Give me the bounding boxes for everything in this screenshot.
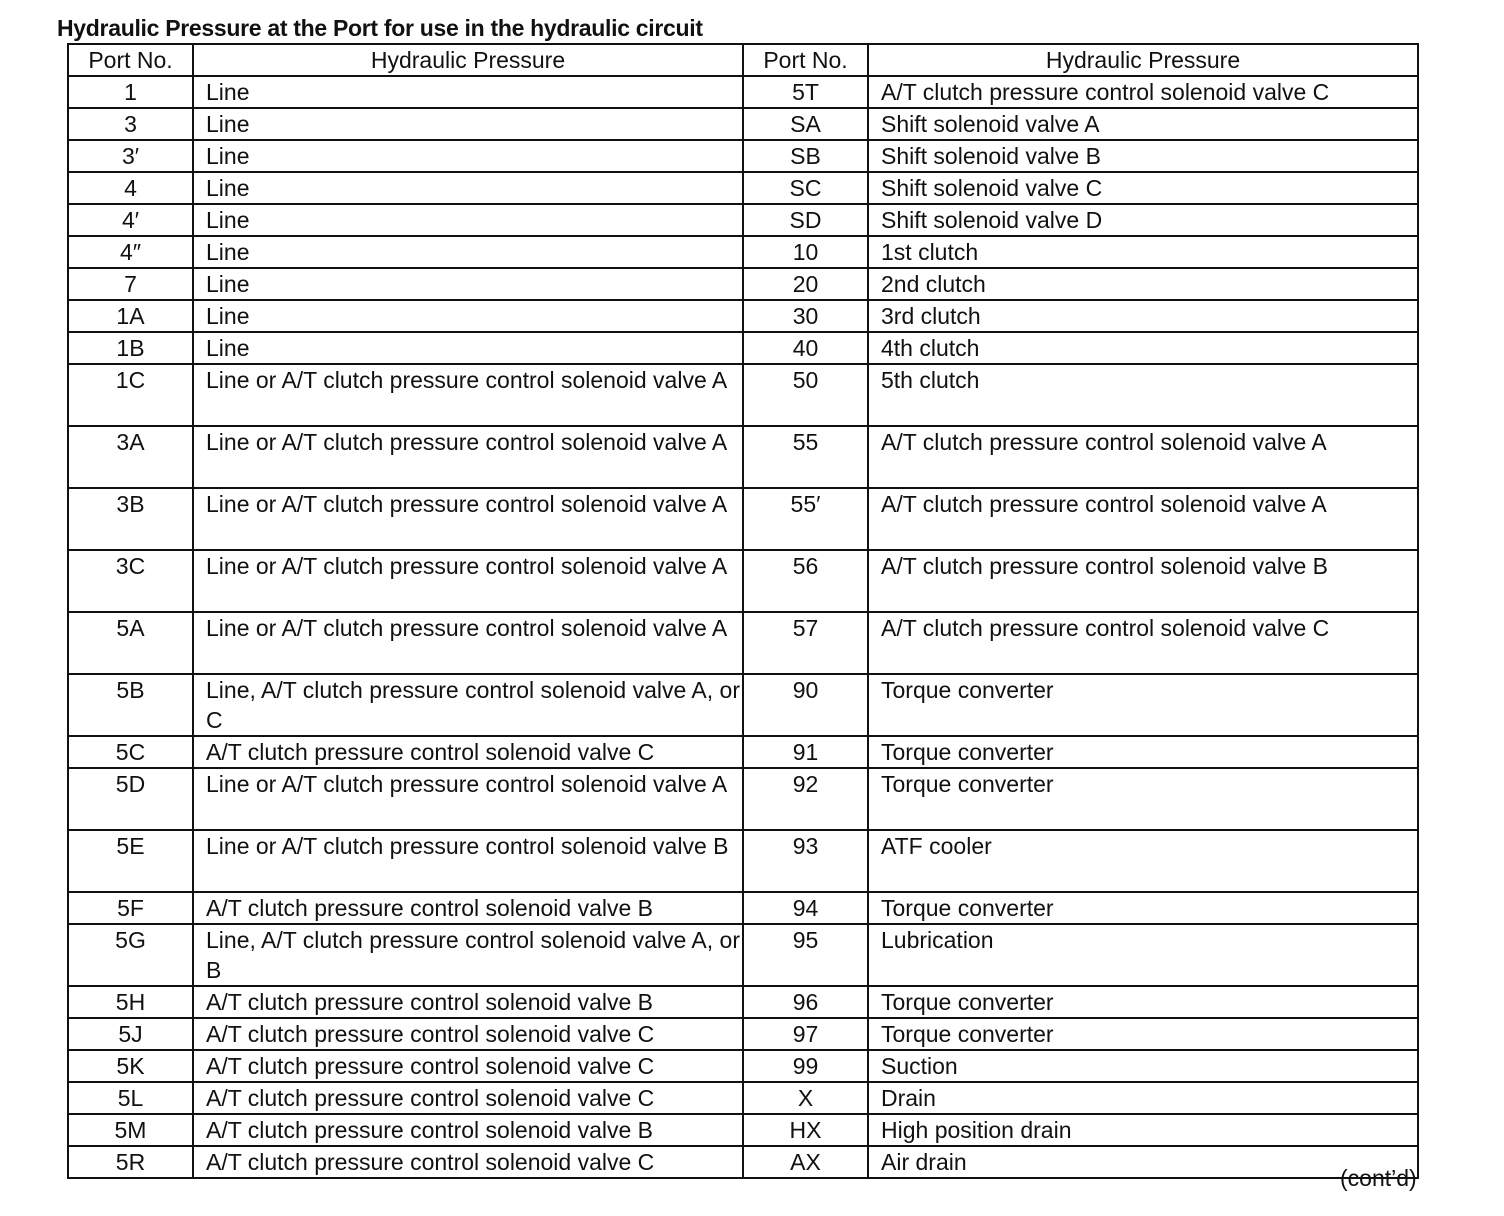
port-number: 90 [743,674,868,736]
table-row [68,172,1418,204]
pressure-description: A/T clutch pressure control solenoid valve C [193,736,743,768]
port-number: 57 [743,612,868,674]
port-number: X [743,1082,868,1114]
table-row [68,1018,1418,1050]
port-number: 1A [68,300,193,332]
port-number: 5T [743,76,868,108]
pressure-description: Torque converter [868,674,1418,736]
port-number: 99 [743,1050,868,1082]
pressure-description: 5th clutch [868,364,1418,426]
table-row [68,76,1418,108]
port-number: 55′ [743,488,868,550]
table-row [68,332,1418,364]
port-number: 5R [68,1146,193,1178]
pressure-description: Air drain [868,1146,1418,1178]
port-number: SC [743,172,868,204]
port-number: 91 [743,736,868,768]
port-number: 4″ [68,236,193,268]
port-number: 56 [743,550,868,612]
port-number: 94 [743,892,868,924]
port-number: 5K [68,1050,193,1082]
table-row [68,674,1418,736]
port-number: 1B [68,332,193,364]
port-number: 20 [743,268,868,300]
pressure-description: High position drain [868,1114,1418,1146]
page-title: Hydraulic Pressure at the Port for use in the hydraulic circuit [57,15,703,41]
port-number: 5L [68,1082,193,1114]
pressure-description: A/T clutch pressure control solenoid valve C [193,1018,743,1050]
pressure-description: A/T clutch pressure control solenoid valve C [868,76,1418,108]
table-row [68,768,1418,830]
port-number: 5M [68,1114,193,1146]
port-number: SA [743,108,868,140]
port-number: 40 [743,332,868,364]
table-row [68,892,1418,924]
table-row [68,300,1418,332]
pressure-description: A/T clutch pressure control solenoid valve B [193,1114,743,1146]
pressure-description: 4th clutch [868,332,1418,364]
pressure-description: A/T clutch pressure control solenoid valve A [868,426,1418,488]
table-row [68,108,1418,140]
port-number: 3 [68,108,193,140]
table-row [68,140,1418,172]
port-number: 96 [743,986,868,1018]
port-number: SD [743,204,868,236]
pressure-description: Line [193,332,743,364]
port-number: 4′ [68,204,193,236]
pressure-description: A/T clutch pressure control solenoid valve C [193,1146,743,1178]
table-row [68,204,1418,236]
port-number: 5E [68,830,193,892]
pressure-description: Line, A/T clutch pressure control solenoid valve A, or B [193,924,743,986]
port-number: 1 [68,76,193,108]
port-number: 5G [68,924,193,986]
table-row [68,924,1418,986]
pressure-description: Line [193,268,743,300]
header-hydraulic-pressure-left: Hydraulic Pressure [193,44,743,76]
pressure-description: Line or A/T clutch pressure control solenoid valve A [193,364,743,426]
pressure-description: Torque converter [868,736,1418,768]
table-row [68,1146,1418,1178]
pressure-description: Torque converter [868,1018,1418,1050]
table-row [68,1114,1418,1146]
table-row [68,268,1418,300]
port-number: 3C [68,550,193,612]
port-number: 4 [68,172,193,204]
pressure-description: A/T clutch pressure control solenoid valve A [868,488,1418,550]
port-number: 5J [68,1018,193,1050]
port-number: 95 [743,924,868,986]
pressure-description: Line [193,204,743,236]
port-number: 5B [68,674,193,736]
pressure-description: A/T clutch pressure control solenoid valve C [193,1082,743,1114]
pressure-description: Line or A/T clutch pressure control solenoid valve A [193,612,743,674]
pressure-description: Line [193,300,743,332]
pressure-description: Shift solenoid valve B [868,140,1418,172]
pressure-description: Torque converter [868,986,1418,1018]
pressure-description: A/T clutch pressure control solenoid valve C [868,612,1418,674]
port-number: 5H [68,986,193,1018]
port-number: 5A [68,612,193,674]
port-number: 97 [743,1018,868,1050]
header-port-no-left: Port No. [68,44,193,76]
port-pressure-table [67,43,1419,1179]
table-row [68,1082,1418,1114]
port-number: 30 [743,300,868,332]
pressure-description: Drain [868,1082,1418,1114]
pressure-description: 3rd clutch [868,300,1418,332]
pressure-description: A/T clutch pressure control solenoid valve B [193,892,743,924]
table-row [68,736,1418,768]
port-number: 5D [68,768,193,830]
port-number: 1C [68,364,193,426]
table-row [68,1050,1418,1082]
pressure-description: Line, A/T clutch pressure control solenoid valve A, or C [193,674,743,736]
port-number: 55 [743,426,868,488]
table-row [68,236,1418,268]
table-row [68,612,1418,674]
port-number: SB [743,140,868,172]
table-row [68,426,1418,488]
pressure-description: Line or A/T clutch pressure control solenoid valve A [193,426,743,488]
port-number: 93 [743,830,868,892]
pressure-description: Line [193,76,743,108]
table-row [68,364,1418,426]
port-number: AX [743,1146,868,1178]
pressure-description: Suction [868,1050,1418,1082]
port-number: 3B [68,488,193,550]
port-number: 3A [68,426,193,488]
pressure-description: A/T clutch pressure control solenoid valve B [193,986,743,1018]
pressure-description: Line [193,172,743,204]
port-number: 7 [68,268,193,300]
table-row [68,986,1418,1018]
pressure-description: A/T clutch pressure control solenoid valve B [868,550,1418,612]
pressure-description: Line or A/T clutch pressure control solenoid valve B [193,830,743,892]
table-row [68,488,1418,550]
pressure-description: Shift solenoid valve A [868,108,1418,140]
port-number: 5C [68,736,193,768]
header-hydraulic-pressure-right: Hydraulic Pressure [868,44,1418,76]
pressure-description: Torque converter [868,768,1418,830]
pressure-description: ATF cooler [868,830,1418,892]
pressure-description: Line [193,140,743,172]
pressure-description: Line or A/T clutch pressure control solenoid valve A [193,768,743,830]
pressure-description: Line [193,108,743,140]
pressure-description: 2nd clutch [868,268,1418,300]
port-number: 3′ [68,140,193,172]
pressure-description: Line [193,236,743,268]
continued-note: (cont’d) [1340,1165,1417,1191]
port-number: 5F [68,892,193,924]
pressure-description: Torque converter [868,892,1418,924]
table-row [68,830,1418,892]
pressure-description: Shift solenoid valve C [868,172,1418,204]
port-number: 10 [743,236,868,268]
header-port-no-right: Port No. [743,44,868,76]
pressure-description: A/T clutch pressure control solenoid valve C [193,1050,743,1082]
pressure-description: Shift solenoid valve D [868,204,1418,236]
table-row [68,550,1418,612]
pressure-description: Lubrication [868,924,1418,986]
pressure-description: Line or A/T clutch pressure control solenoid valve A [193,488,743,550]
table-header-row [68,44,1418,76]
pressure-description: 1st clutch [868,236,1418,268]
port-number: 50 [743,364,868,426]
port-number: 92 [743,768,868,830]
pressure-description: Line or A/T clutch pressure control solenoid valve A [193,550,743,612]
port-number: HX [743,1114,868,1146]
